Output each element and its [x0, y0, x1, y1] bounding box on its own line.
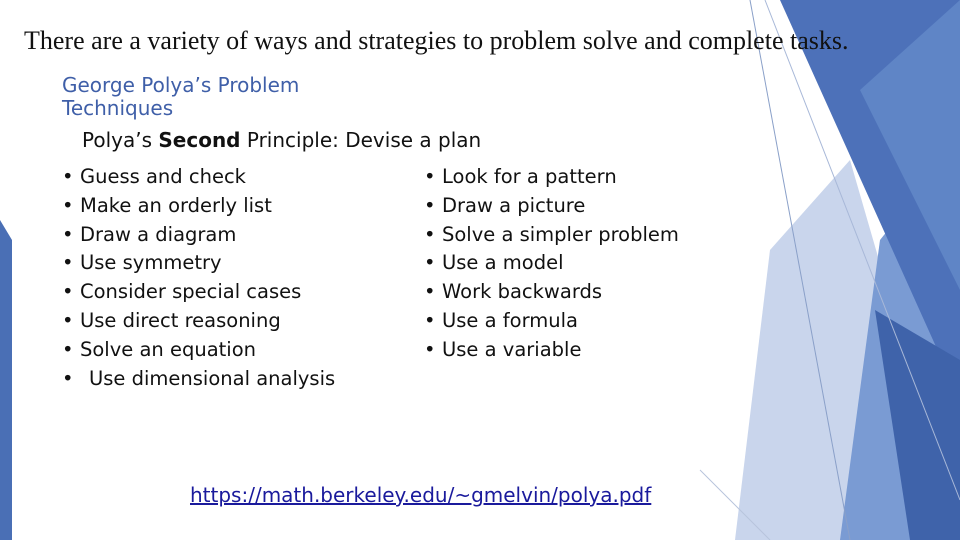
list-item: • Use direct reasoning [62, 307, 335, 336]
bullet-icon: • [424, 222, 436, 246]
bullet-icon: • [62, 366, 74, 390]
list-item: • Look for a pattern [424, 163, 679, 192]
slide-title: There are a variety of ways and strategies to problem solve and complete tasks. [24, 26, 849, 55]
bullet-icon: • [424, 193, 436, 217]
list-item: • Make an orderly list [62, 192, 335, 221]
source-link[interactable]: https://math.berkeley.edu/~gmelvin/polya.pdf [190, 483, 652, 507]
bullet-icon: • [62, 251, 74, 275]
principle-suffix: Principle: Devise a plan [240, 128, 482, 152]
list-item: • Work backwards [424, 278, 679, 307]
left-edge-shape [0, 220, 12, 540]
bullet-icon: • [62, 280, 74, 304]
bullet-icon: • [62, 222, 74, 246]
list-item: • Solve an equation [62, 336, 335, 365]
bullet-icon: • [62, 165, 74, 188]
slide-subtitle: George Polya’s Problem Techniques [62, 73, 300, 120]
list-item: • Use a formula [424, 307, 679, 336]
list-item: • Use symmetry [62, 249, 335, 278]
bullet-icon: • [62, 337, 74, 361]
right-strategy-list [424, 163, 679, 365]
list-item: • Draw a diagram [62, 221, 335, 250]
bullet-icon: • [424, 308, 436, 332]
bullet-icon: • [62, 193, 74, 217]
list-item: • Consider special cases [62, 278, 335, 307]
principle-prefix: Polya’s [82, 128, 159, 152]
list-item: • Use dimensional analysis [62, 365, 335, 394]
list-item: • Use a model [424, 249, 679, 278]
left-strategy-list [62, 163, 335, 393]
bullet-icon: • [424, 280, 436, 304]
principle-emphasis: Second [158, 128, 241, 152]
principle-heading [82, 128, 481, 152]
list-item: • Use a variable [424, 336, 679, 365]
bullet-icon: • [424, 165, 436, 188]
bullet-icon: • [424, 251, 436, 275]
list-item: • Solve a simpler problem [424, 221, 679, 250]
bullet-icon: • [62, 308, 74, 332]
list-item: • Draw a picture [424, 192, 679, 221]
list-item: • Guess and check [62, 163, 335, 192]
bullet-icon: • [424, 337, 436, 361]
